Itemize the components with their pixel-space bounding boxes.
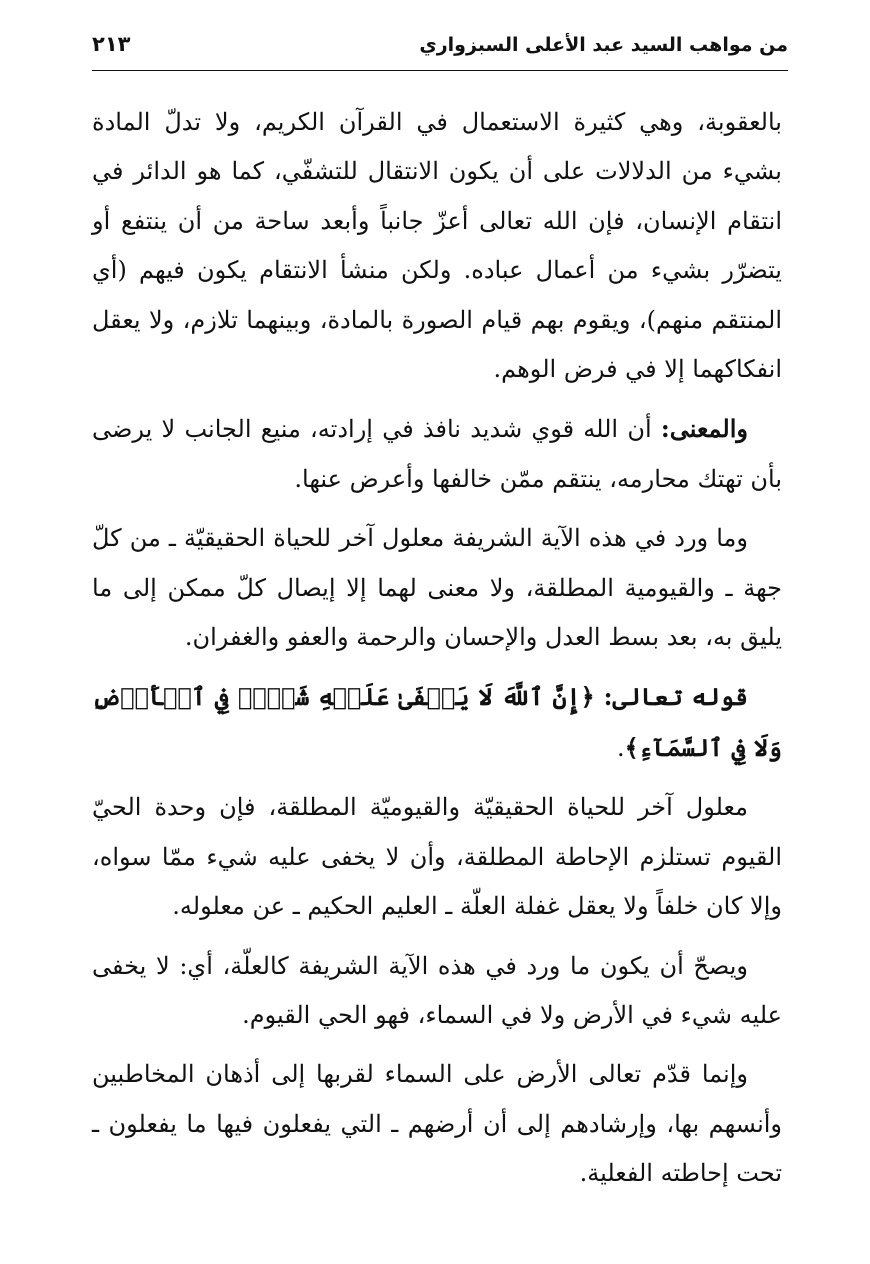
paragraph-lead: قوله تعالى:	[603, 682, 748, 712]
paragraph	[92, 942, 782, 1041]
paragraph	[92, 783, 782, 931]
paragraph	[92, 1050, 782, 1198]
paragraph-text: معلول آخر للحياة الحقيقيّة والقيوميّة المطلقة، فإن وحدة الحيّ القيوم تستلزم الإحاطة المطلقة، وأن لا يخفى عليه شيء ممّا سواه، وإلا كان خلفاً ولا يعقل غفلة العلّة ـ العليم الحكيم ـ عن معلوله.	[92, 793, 782, 921]
paragraph	[92, 514, 782, 662]
paragraph-text: .	[617, 733, 625, 762]
body-text	[92, 98, 782, 1199]
verse-paragraph	[92, 672, 782, 773]
paragraph	[92, 404, 782, 504]
running-title: من مواهب السيد عبد الأعلى السبزواري	[419, 34, 788, 56]
paragraph-lead: والمعنى:	[660, 414, 748, 444]
paragraph	[92, 98, 782, 394]
paragraph-text: ويصحّ أن يكون ما ورد في هذه الآية الشريفة كالعلّة، أي: لا يخفى عليه شيء في الأرض ولا في السماء، فهو الحي القيوم.	[92, 951, 782, 1029]
header-divider	[92, 70, 788, 71]
paragraph-text: وإنما قدّم تعالى الأرض على السماء لقربها إلى أذهان المخاطبين وأنسهم بها، وإرشادهم إلى أن أرضهم ـ التي يفعلون فيها ما يفعلون ـ تحت إحاطته الفعلية.	[92, 1060, 782, 1188]
paragraph-text: أن الله قوي شديد نافذ في إرادته، منيع الجانب لا يرضى بأن تهتك محارمه، ينتقم ممّن خالفها وأعرض عنها.	[92, 415, 782, 493]
paragraph-text: بالعقوبة، وهي كثيرة الاستعمال في القرآن الكريم، ولا تدلّ المادة بشيء من الدلالات على أن يكون الانتقال للتشفّي، كما هو الدائر في انتقام الإنسان، فإن الله تعالى أعزّ جانباً وأبعد ساحة من أن ينتفع أو يتضرّر بشيء من أعمال عباده. ولكن منشأ الانتقام يكون فيهم (أي المنتقم منهم)، ويقوم بهم قيام الصورة بالمادة، وبينهما تلازم، ولا يعقل انفكاكهما إلا في فرض الوهم.	[92, 108, 782, 384]
page-header	[92, 24, 788, 70]
quran-verse: ﴿إِنَّ ٱللَّهَ لَا يَخۡفَىٰ عَلَيۡهِ شَيۡءٞ فِي ٱلۡأَرۡضِ وَلَا فِي ٱلسَّمَآءِ﴾	[92, 682, 782, 762]
paragraph-text: وما ورد في هذه الآية الشريفة معلول آخر للحياة الحقيقيّة ـ من كلّ جهة ـ والقيومية المطلقة، ولا معنى لهما إلا إيصال كلّ ممكن إلى ما يليق به، بعد بسط العدل والإحسان والرحمة والعفو والغفران.	[92, 524, 782, 652]
page-number: ٢١٣	[92, 32, 131, 56]
